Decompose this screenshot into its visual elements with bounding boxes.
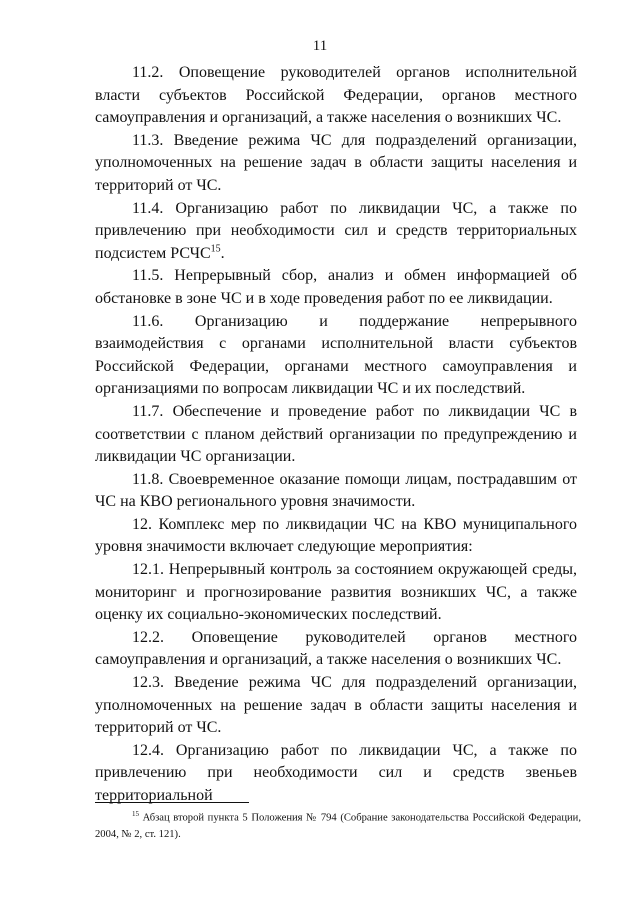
paragraph-11-3: 11.3. Введение режима ЧС для подразделений организации, уполномоченных на решение задач в области защиты населения и территорий от ЧС. (95, 131, 577, 194)
paragraph-12-4: 12.4. Организацию работ по ликвидации ЧС, а также по привлечению при необходимости сил и средств звеньев территориальной (95, 741, 577, 804)
paragraph-11-4-text: 11.4. Организацию работ по ликвидации ЧС, а также по привлечению при необходимости сил и средств территориальных подсистем РСЧС (95, 199, 577, 262)
footnote-text: Абзац второй пункта 5 Положения № 794 (Собрание законодательства Российской Федерации, 2004, № 2, ст. 121). (95, 812, 581, 840)
footnote (95, 806, 581, 843)
paragraph-11-4-end: . (220, 244, 225, 262)
paragraph-11-6: 11.6. Организацию и поддержание непрерывного взаимодействия с органами исполнительной власти субъектов Российской Федерации, органами местного самоуправления и организациями по вопросам ликвидации ЧС и их последствий. (95, 312, 577, 398)
paragraph-12: 12. Комплекс мер по ликвидации ЧС на КВО муниципального уровня значимости включает следующие мероприятия: (95, 515, 577, 556)
footnote-reference: 15 (210, 243, 221, 255)
paragraph-12-1: 12.1. Непрерывный контроль за состоянием окружающей среды, мониторинг и прогнозирование развития возникших ЧС, а также оценку их социально-экономических последствий. (95, 561, 577, 624)
body-text (95, 62, 577, 808)
paragraph-12-2: 12.2. Оповещение руководителей органов местного самоуправления и организаций, а также населения о возникших ЧС. (95, 628, 577, 669)
footnote-separator (95, 802, 249, 803)
page-number: 11 (312, 38, 328, 54)
paragraph-11-8: 11.8. Своевременное оказание помощи лицам, пострадавшим от ЧС на КВО регионального уровня значимости. (95, 470, 577, 511)
paragraph-11-2: 11.2. Оповещение руководителей органов исполнительной власти субъектов Российской Федерации, органов местного самоуправления и организаций, а также населения о возникших ЧС. (95, 64, 577, 127)
paragraph-11-5: 11.5. Непрерывный сбор, анализ и обмен информацией об обстановке в зоне ЧС и в ходе проведения работ по ее ликвидации. (95, 267, 577, 307)
paragraph-12-3: 12.3. Введение режима ЧС для подразделений организации, уполномоченных на решение задач в области защиты населения и территорий от ЧС. (95, 674, 577, 737)
footnote-marker: 15 (132, 810, 139, 818)
paragraph-11-4 (95, 198, 577, 266)
paragraph-11-7: 11.7. Обеспечение и проведение работ по ликвидации ЧС в соответствии с планом действий организации по предупреждению и ликвидации ЧС организации. (95, 402, 577, 466)
